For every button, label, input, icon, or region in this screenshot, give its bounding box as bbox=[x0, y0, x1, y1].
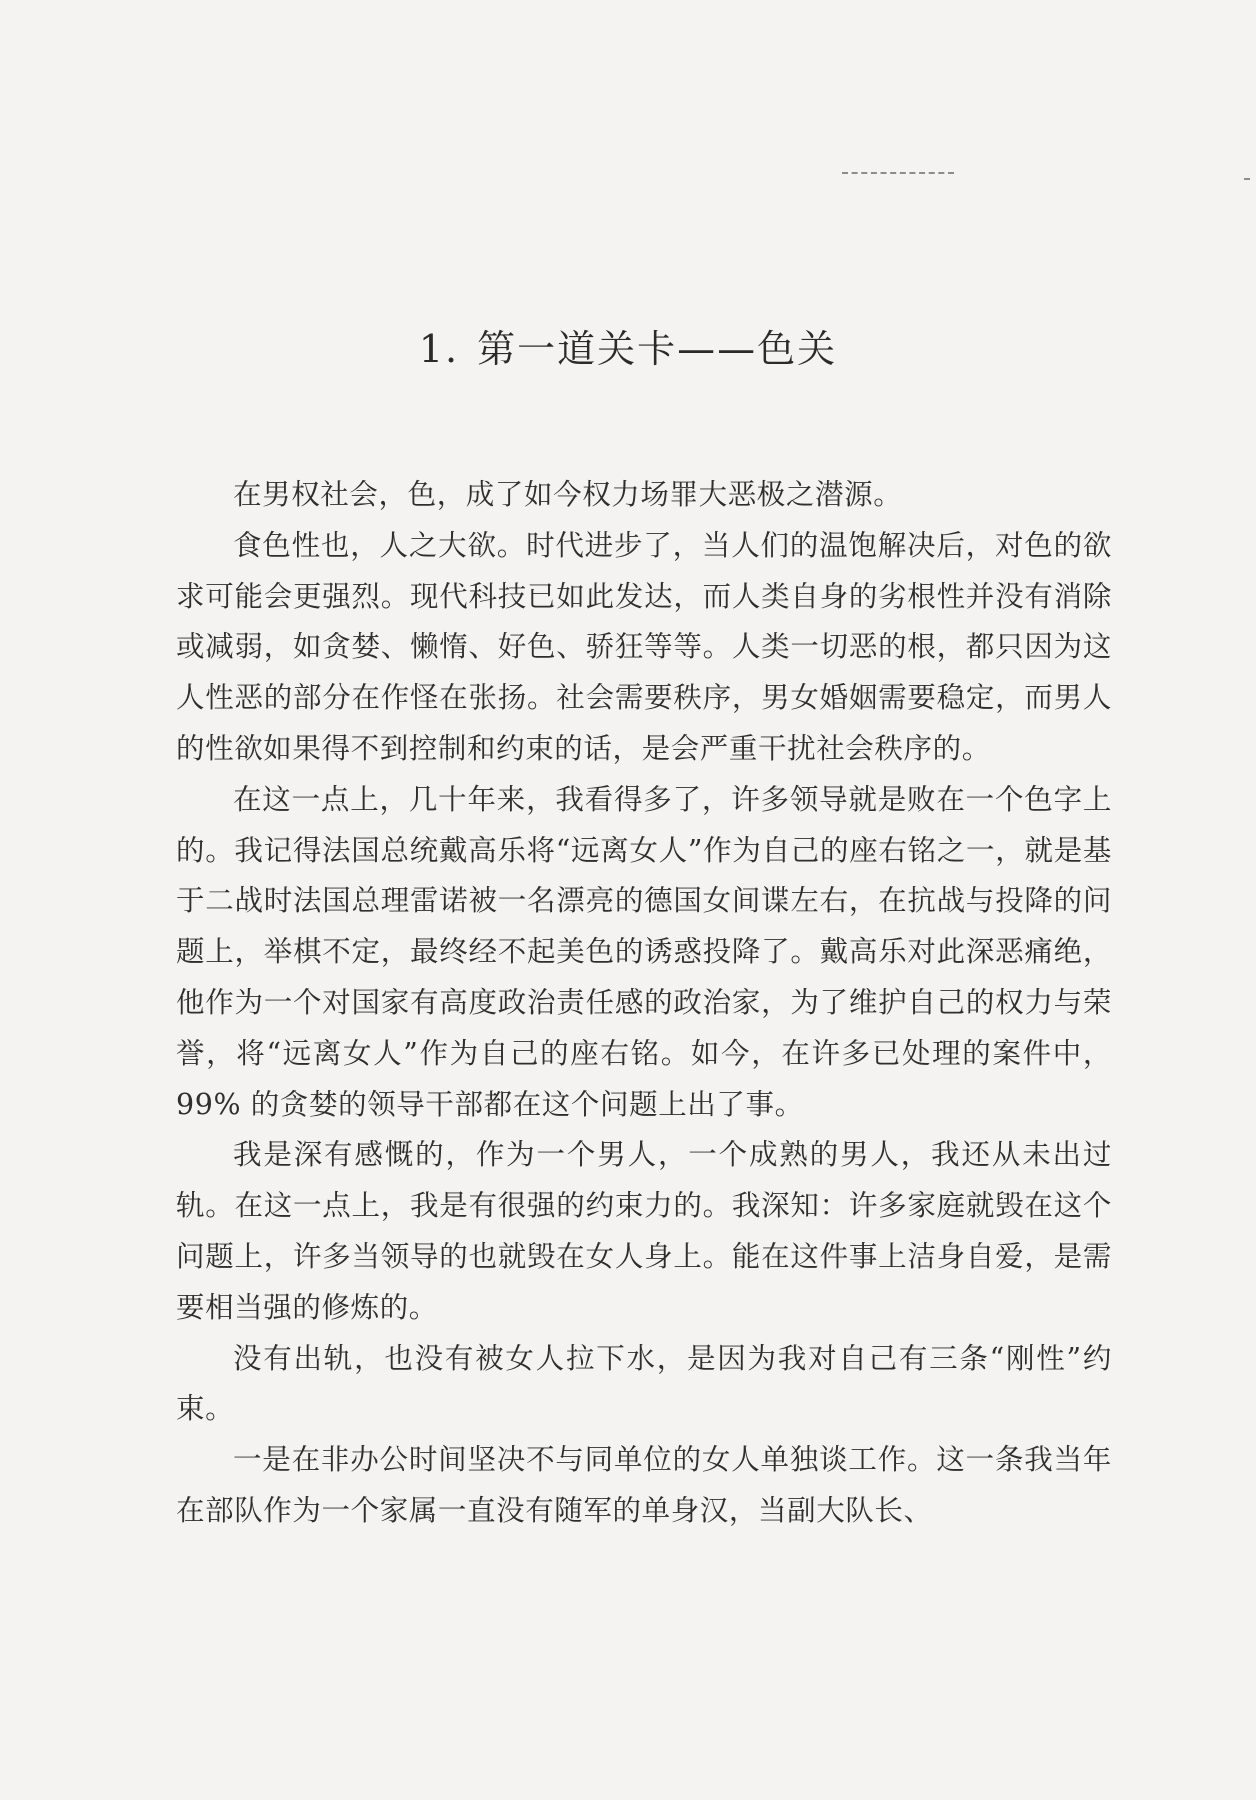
paragraph-4: 我是深有感慨的，作为一个男人，一个成熟的男人，我还从未出过轨。在这一点上，我是有很强的约束力的。我深知：许多家庭就毁在这个问题上，许多当领导的也就毁在女人身上。能在这件事上洁身自爱，是需要相当强的修炼的。 bbox=[176, 1138, 1112, 1324]
edge-mark bbox=[1244, 178, 1250, 180]
chapter-title-text: 第一道关卡——色关 bbox=[477, 327, 838, 371]
body-text bbox=[176, 470, 1112, 1537]
paragraph-3: 在这一点上，几十年来，我看得多了，许多领导就是败在一个色字上的。我记得法国总统戴高乐将“远离女人”作为自己的座右铭之一，就是基于二战时法国总理雷诺被一名漂亮的德国女间谍左右，在抗战与投降的问题上，举棋不定，最终经不起美色的诱惑投降了。戴高乐对此深恶痛绝，他作为一个对国家有高度政治责任感的政治家，为了维护自己的权力与荣誉，将“远离女人”作为自己的座右铭。如今，在许多已处理的案件中，99% 的贪婪的领导干部都在这个问题上出了事。 bbox=[176, 782, 1112, 1121]
paragraph-1: 在男权社会，色，成了如今权力场罪大恶极之潜源。 bbox=[233, 478, 903, 511]
paragraph-2: 食色性也，人之大欲。时代进步了，当人们的温饱解决后，对色的欲求可能会更强烈。现代科技已如此发达，而人类自身的劣根性并没有消除或减弱，如贪婪、懒惰、好色、骄狂等等。人类一切恶的根，都只因为这人性恶的部分在作怪在张扬。社会需要秩序，男女婚姻需要稳定，而男人的性欲如果得不到控制和约束的话，是会严重干扰社会秩序的。 bbox=[176, 528, 1112, 765]
paragraph-6: 一是在非办公时间坚决不与同单位的女人单独谈工作。这一条我当年在部队作为一个家属一直没有随军的单身汉，当副大队长、 bbox=[176, 1443, 1112, 1527]
paragraph-5: 没有出轨，也没有被女人拉下水，是因为我对自己有三条“刚性”约束。 bbox=[176, 1341, 1112, 1426]
chapter-title bbox=[0, 318, 1256, 373]
chapter-number: 1. bbox=[418, 327, 460, 371]
header-dashed-rule bbox=[842, 172, 954, 174]
